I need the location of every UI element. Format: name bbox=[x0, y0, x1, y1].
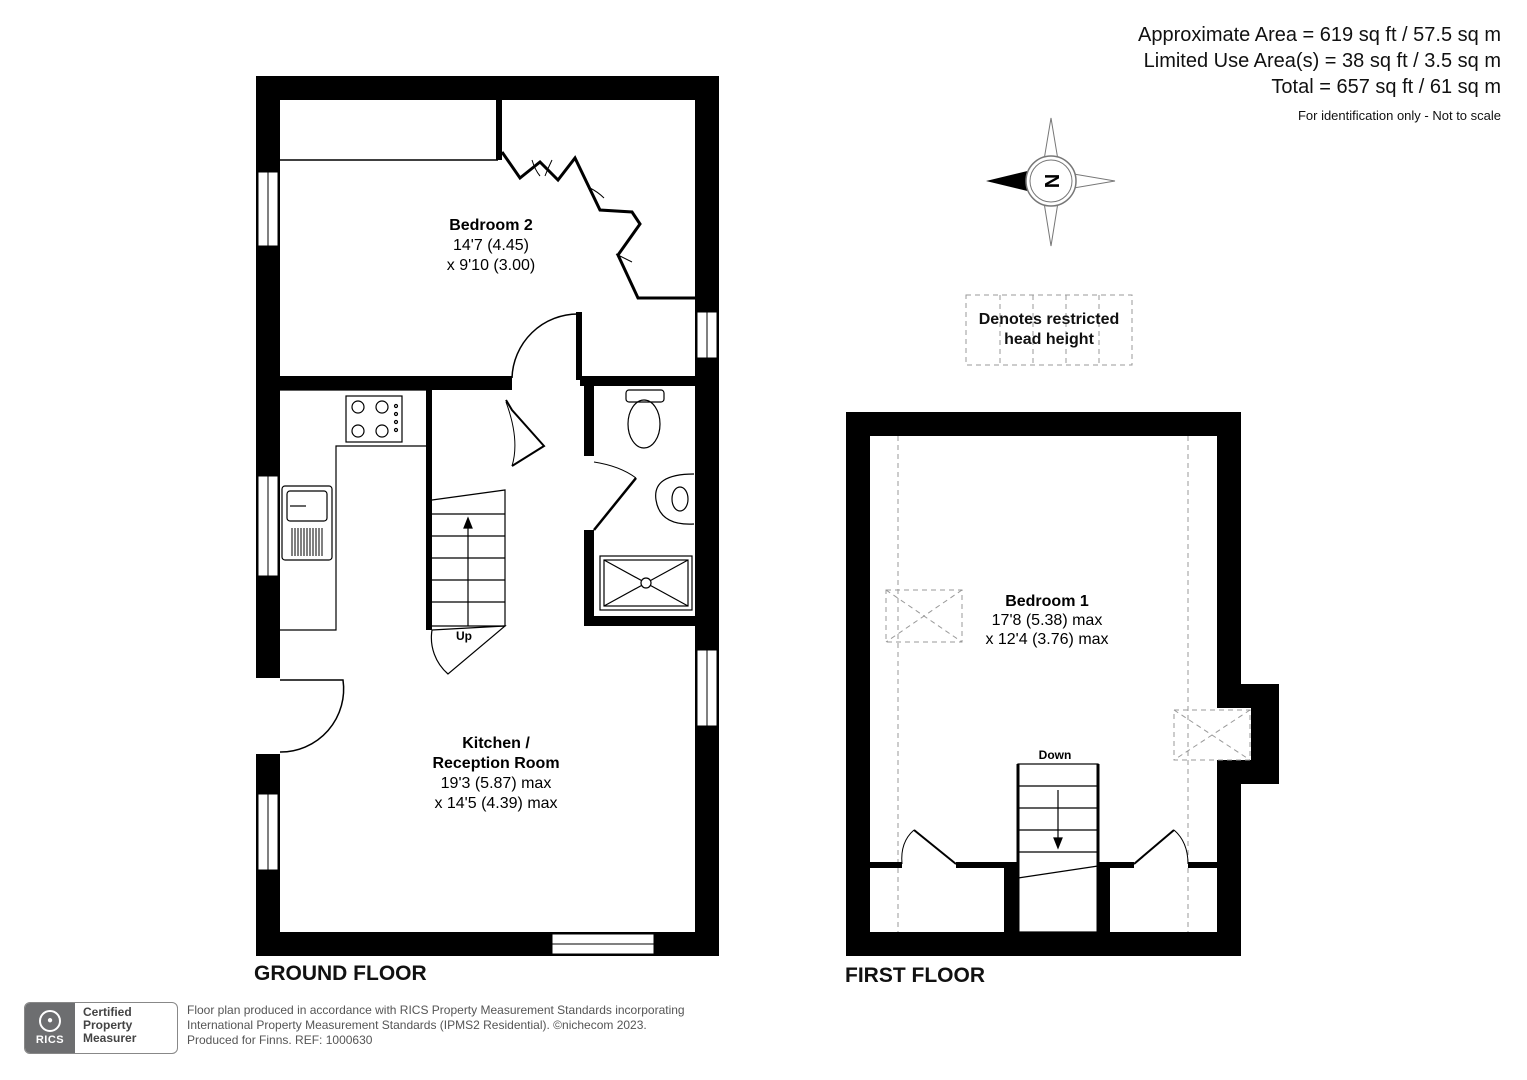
gf-wardrobe-wall bbox=[496, 100, 502, 160]
bedroom1-dim2: x 12'4 (3.76) max bbox=[985, 631, 1109, 648]
first-floor-label: FIRST FLOOR bbox=[845, 964, 985, 987]
gf-wall-shower-bottom bbox=[584, 616, 695, 626]
compass-icon bbox=[986, 118, 1115, 246]
gf-wall-stairs-left bbox=[426, 390, 432, 630]
bedroom2-name: Bedroom 2 bbox=[449, 217, 533, 234]
gf-front-door-swing bbox=[280, 680, 344, 752]
ff-right-wall-bottom bbox=[1217, 784, 1241, 956]
footer-line2: International Property Measurement Standards (IPMS2 Residential). ©nichecom 2023. bbox=[187, 1018, 647, 1032]
kitchen-dim2: x 14'5 (4.39) max bbox=[434, 795, 558, 812]
gf-bed2-door-swing bbox=[512, 314, 578, 378]
rics-logo bbox=[25, 1003, 75, 1053]
ground-floor-plan bbox=[256, 76, 719, 956]
limited-use-area: Limited Use Area(s) = 38 sq ft / 3.5 sq m bbox=[1143, 50, 1501, 72]
ff-bottom-wall bbox=[846, 932, 1241, 956]
gf-wall-bed2-bottom-right bbox=[580, 376, 695, 386]
gf-right-wall bbox=[695, 76, 719, 956]
total-area: Total = 657 sq ft / 61 sq m bbox=[1271, 76, 1501, 98]
first-floor-plan bbox=[846, 412, 1279, 956]
kitchen-name-line2: Reception Room bbox=[432, 755, 560, 772]
rics-logo-text: RICS bbox=[35, 1034, 65, 1046]
gf-wall-corridor bbox=[576, 312, 582, 380]
kitchen-dim1: 19'3 (5.87) max bbox=[440, 775, 552, 792]
gf-stairs-up-label: Up bbox=[456, 629, 472, 643]
bedroom1-name: Bedroom 1 bbox=[1005, 593, 1089, 610]
footer-line1: Floor plan produced in accordance with RICS Property Measurement Standards incorporating bbox=[187, 1003, 685, 1017]
bedroom2-dim2: x 9'10 (3.00) bbox=[446, 257, 536, 274]
ff-top-wall bbox=[846, 412, 1241, 436]
gf-wall-shower-left-bottom bbox=[584, 530, 594, 626]
kitchen-name-line1: Kitchen / bbox=[462, 735, 530, 752]
restricted-legend-line1: Denotes restricted bbox=[978, 311, 1120, 328]
ff-dormer-wall bbox=[1217, 684, 1279, 784]
gf-entrance-opening bbox=[256, 678, 280, 754]
ff-stairs bbox=[1018, 764, 1098, 932]
approximate-area: Approximate Area = 619 sq ft / 57.5 sq m bbox=[1138, 24, 1501, 46]
compass-north-letter: N bbox=[1040, 173, 1062, 189]
bedroom2-dim1: 14'7 (4.45) bbox=[453, 237, 529, 254]
gf-stairs bbox=[431, 490, 505, 674]
footer-disclaimer bbox=[187, 1003, 685, 1048]
footer-line3: Produced for Finns. REF: 1000630 bbox=[187, 1033, 373, 1047]
rics-emblem-icon: ● bbox=[39, 1010, 61, 1032]
ground-floor-label: GROUND FLOOR bbox=[254, 962, 427, 985]
badge-line1: Certified bbox=[83, 1005, 132, 1019]
gf-kitchen-units bbox=[280, 390, 426, 630]
gf-top-wall bbox=[256, 76, 719, 100]
bedroom1-dim1: 17'8 (5.38) max bbox=[991, 612, 1103, 629]
rics-certified-badge bbox=[24, 1002, 178, 1054]
restricted-legend-line2: head height bbox=[1004, 331, 1094, 348]
ff-left-wall bbox=[846, 412, 870, 956]
gf-shower-fixtures bbox=[600, 390, 694, 610]
badge-line3: Measurer bbox=[83, 1031, 137, 1045]
ff-right-wall-top bbox=[1217, 412, 1241, 684]
gf-shower-door bbox=[594, 478, 636, 530]
gf-wall-shower-left-top bbox=[584, 386, 594, 456]
gf-wall-bed2-bottom-left bbox=[280, 376, 512, 390]
badge-line2: Property bbox=[83, 1018, 133, 1032]
scale-note: For identification only - Not to scale bbox=[1297, 108, 1501, 123]
ff-stairs-down-label: Down bbox=[1038, 748, 1072, 762]
gf-stair-door bbox=[506, 400, 544, 466]
restricted-height-legend bbox=[966, 310, 1132, 350]
rics-certification-text bbox=[75, 1003, 177, 1053]
